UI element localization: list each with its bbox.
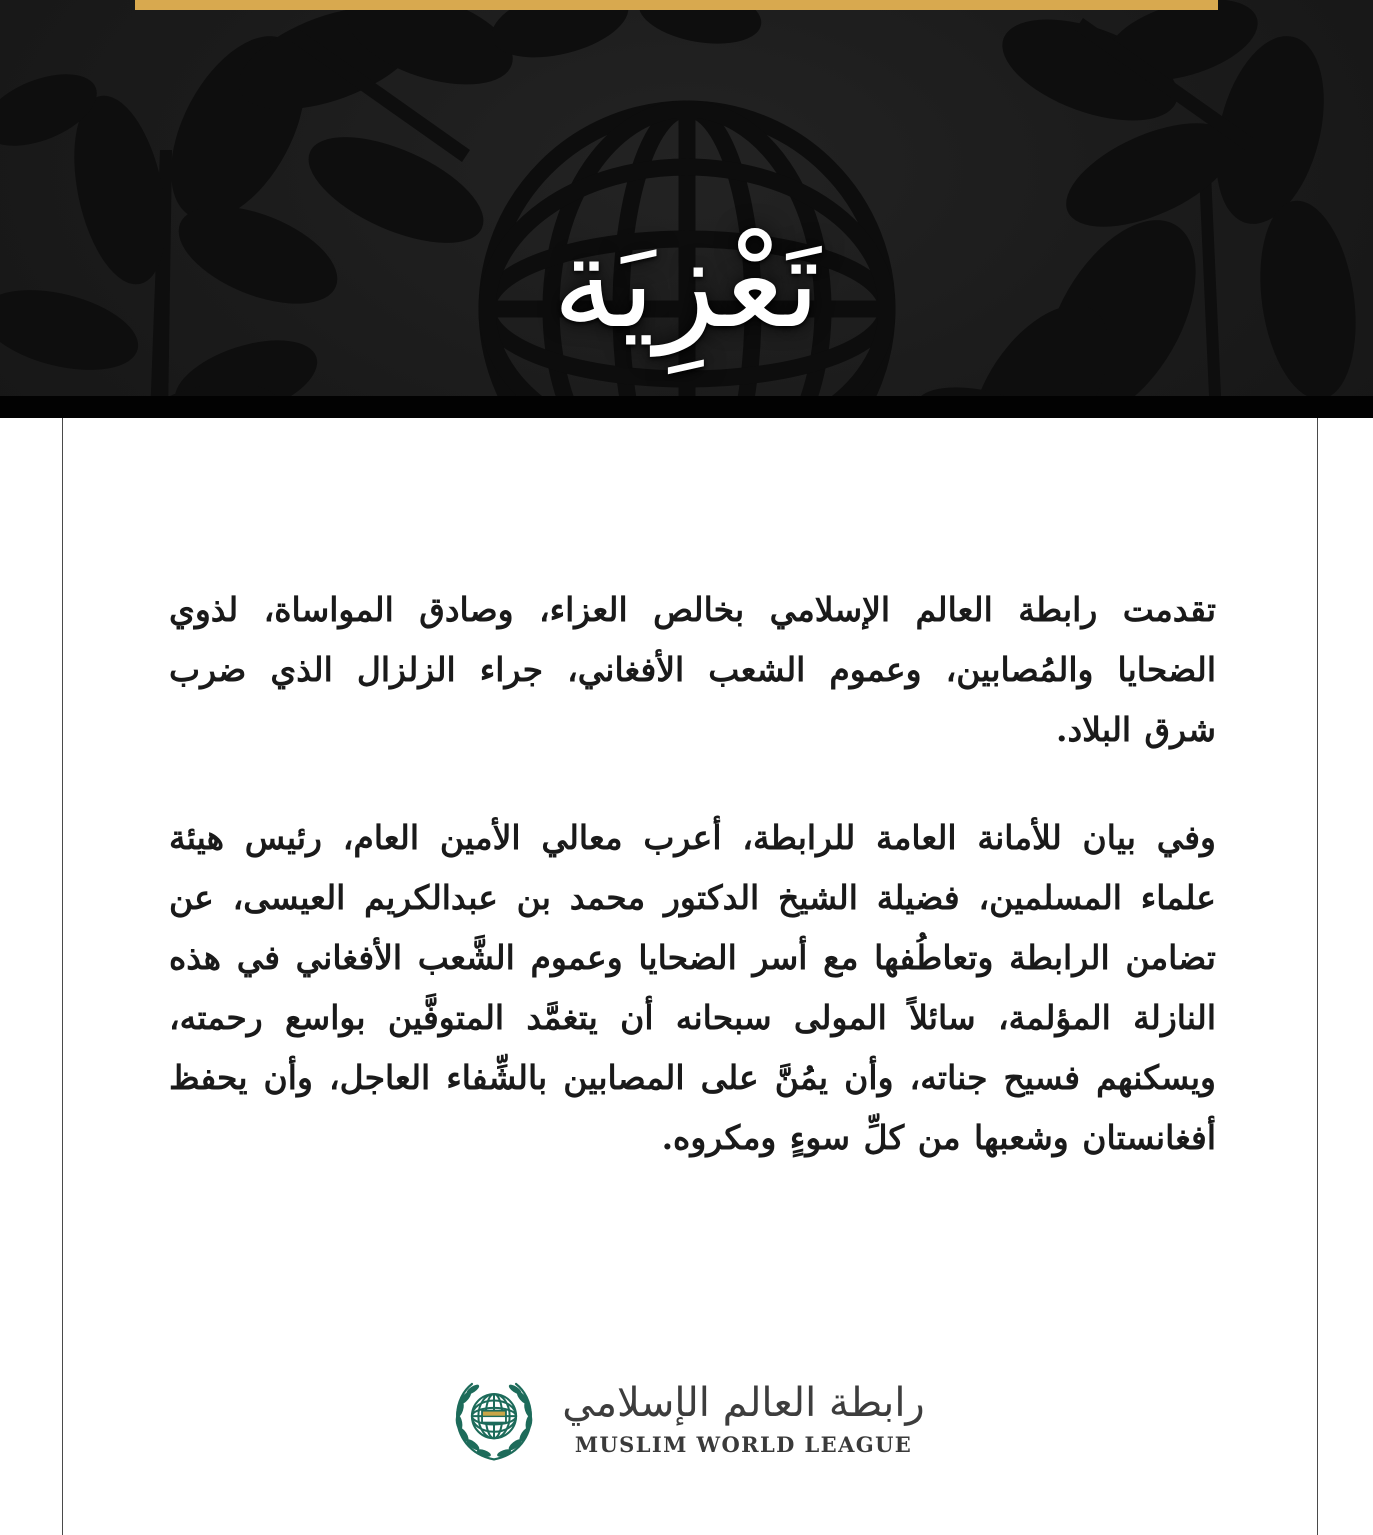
logo-wordmark [562, 1380, 924, 1457]
organization-logo [0, 1372, 1373, 1464]
statement-paragraph: وفي بيان للأمانة العامة للرابطة، أعرب معالي الأمين العام، رئيس هيئة علماء المسلمين، فضيلة الشيخ الدكتور محمد بن عبدالكريم العيسى، عن تضامن الرابطة وتعاطُفها مع أسر الضحايا وعموم الشَّعب الأفغاني في هذه النازلة المؤلمة، سائلاً المولى سبحانه أن يتغمَّد المتوفَّين بواسع رحمته، ويسكنهم فسيح جناته، وأن يمُنَّ على المصابين بالشِّفاء العاجل، وأن يحفظ أفغانستان وشعبها من كلِّ سوءٍ ومكروه. [169, 818, 1216, 1158]
globe-wreath-emblem-icon [448, 1372, 540, 1464]
gold-accent-bar [135, 0, 1218, 10]
page-title: تَعْزِيَة [552, 209, 821, 356]
logo-arabic-name: رابطة العالم الإسلامي [562, 1379, 925, 1426]
statement-body [169, 580, 1216, 1168]
statement-paragraph: تقدمت رابطة العالم الإسلامي بخالص العزاء، وصادق المواساة، لذوي الضحايا والمُصابين، وعموم الشعب الأفغاني، جراء الزلزال الذي ضرب شرق البلاد. [169, 590, 1216, 750]
hero-bottom-edge [0, 396, 1373, 418]
logo-latin-name: MUSLIM WORLD LEAGUE [574, 1431, 913, 1457]
hero-header [0, 0, 1373, 418]
content-sheet [62, 418, 1318, 1535]
